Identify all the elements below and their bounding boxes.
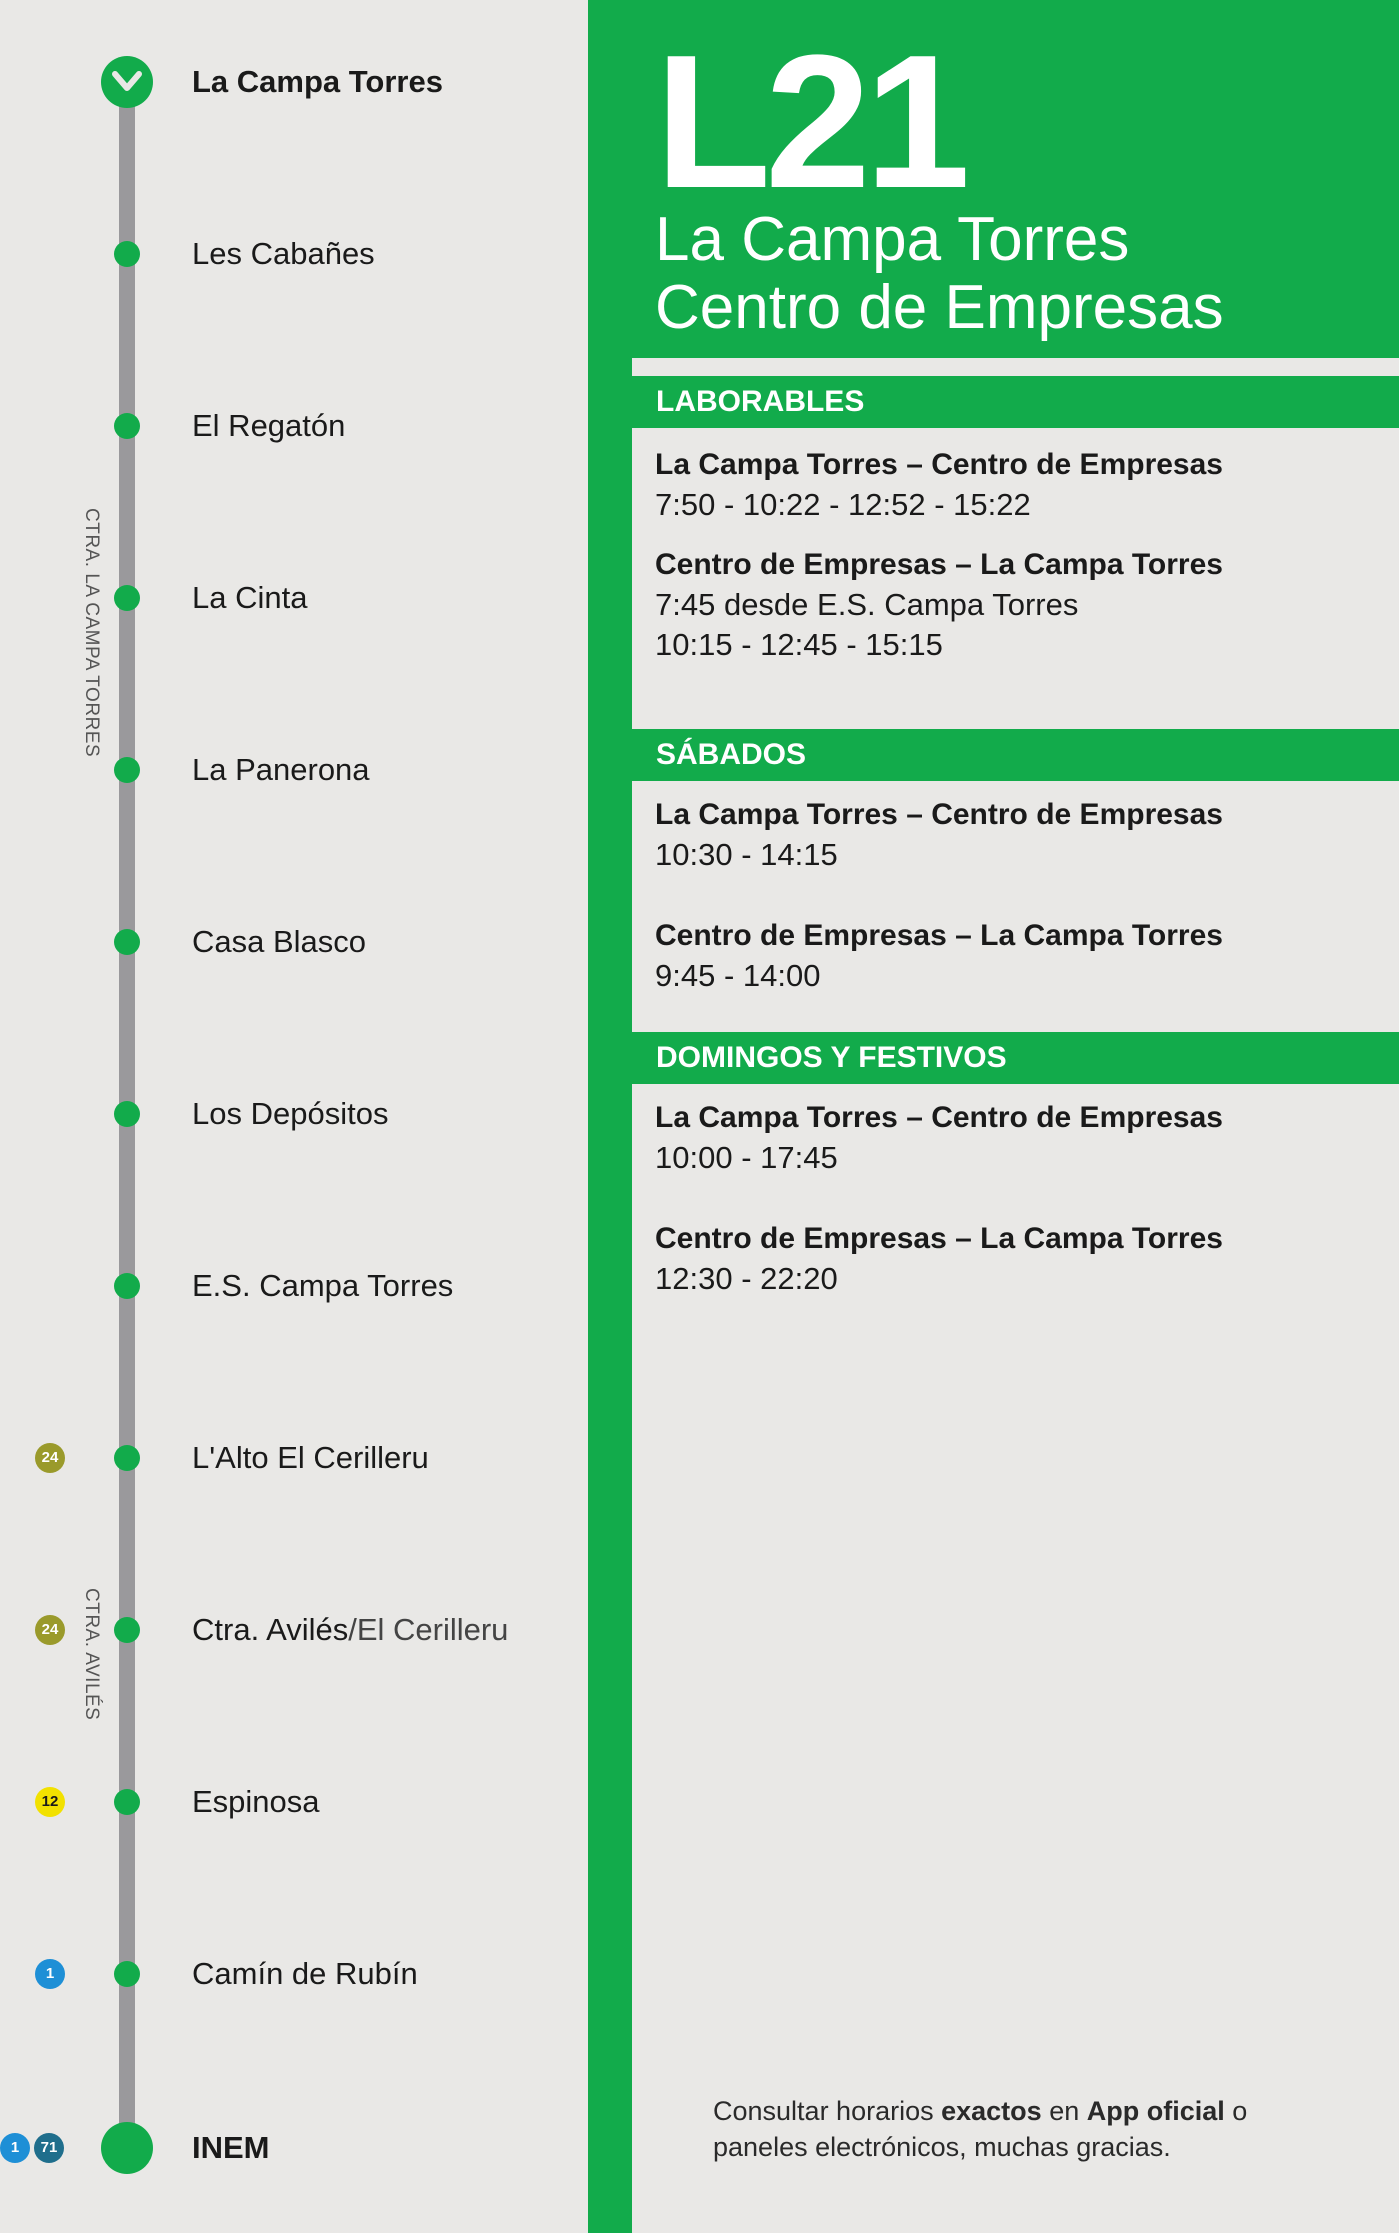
stop-name: Ctra. Avilés/El Cerilleru [192,1612,509,1647]
schedule-times-inbound: 12:30 - 22:20 [655,1261,838,1296]
stop-name: Camín de Rubín [192,1956,418,1991]
schedule-direction-outbound: La Campa Torres – Centro de Empresas [655,448,1223,481]
stop-dot [114,585,140,611]
footer-note: Consultar horarios exactos en App oficial o paneles electrónicos, muchas gracias. [713,2096,1248,2162]
connection-badge-24[interactable]: 24 [35,1615,65,1645]
road-label-campa-torres: CTRA. LA CAMPA TORRES [81,508,102,758]
section-heading: LABORABLES [656,385,865,418]
stop-inem[interactable] [0,2118,588,2178]
connection-badge-24[interactable]: 24 [35,1443,65,1473]
section-domingos-festivos [632,1032,1399,1084]
stop-la-panerona[interactable] [0,740,588,800]
stop-lalto-el-cerilleru[interactable] [0,1428,588,1488]
stop-name: INEM [192,2130,270,2165]
stop-el-regaton[interactable] [0,396,588,456]
stop-ctra-aviles[interactable] [0,1600,588,1660]
stop-dot [114,241,140,267]
stop-casa-blasco[interactable] [0,912,588,972]
stop-dot [114,1101,140,1127]
stop-name: Los Depósitos [192,1096,389,1131]
schedule-direction-inbound: Centro de Empresas – La Campa Torres [655,919,1223,952]
stop-dot [114,1273,140,1299]
stop-dot [114,1961,140,1987]
stop-espinosa[interactable] [0,1772,588,1832]
stop-camin-de-rubin[interactable] [0,1944,588,2004]
schedule-note-inbound: 7:45 desde E.S. Campa Torres [655,587,1079,622]
route-diagram [0,0,588,2233]
route-origin-title: La Campa Torres [655,205,1130,274]
stop-name: E.S. Campa Torres [192,1268,454,1303]
stop-la-campa-torres[interactable] [0,52,588,112]
stop-dot [114,757,140,783]
schedule-direction-outbound: La Campa Torres – Centro de Empresas [655,798,1223,831]
schedule-direction-inbound: Centro de Empresas – La Campa Torres [655,1222,1223,1255]
schedule-direction-outbound: La Campa Torres – Centro de Empresas [655,1101,1223,1134]
stop-dot [114,1789,140,1815]
stop-dot [114,413,140,439]
stop-los-depositos[interactable] [0,1084,588,1144]
schedule-times-outbound: 10:00 - 17:45 [655,1140,838,1175]
stop-name: Casa Blasco [192,924,367,959]
section-heading: SÁBADOS [656,738,807,771]
stop-dot [114,929,140,955]
section-laborables [632,376,1399,428]
stop-les-cabanes[interactable] [0,224,588,284]
connection-badge-12[interactable]: 12 [35,1787,65,1817]
road-label-aviles: CTRA. AVILÉS [81,1588,102,1721]
stop-name: La Panerona [192,752,370,787]
schedule-times-outbound: 7:50 - 10:22 - 12:52 - 15:22 [655,487,1031,522]
stop-name: El Regatón [192,408,346,443]
stop-name: L'Alto El Cerilleru [192,1440,429,1475]
stop-name: La Campa Torres [192,64,443,99]
schedule-direction-inbound: Centro de Empresas – La Campa Torres [655,548,1223,581]
stop-name: La Cinta [192,580,308,615]
panel-accent-strip [588,0,632,2233]
stop-name: Les Cabañes [192,236,375,271]
line-code: L21 [655,16,965,228]
stop-dot [114,1617,140,1643]
route-destination-title: Centro de Empresas [655,273,1224,342]
schedule-times-inbound: 10:15 - 12:45 - 15:15 [655,627,943,662]
stop-dot [114,1445,140,1471]
terminal-end-dot [101,2122,153,2174]
connection-badge-1[interactable]: 1 [0,2133,30,2163]
connection-badge-71[interactable]: 71 [34,2133,64,2163]
stop-es-campa-torres[interactable] [0,1256,588,1316]
connection-badge-1[interactable]: 1 [35,1959,65,1989]
stop-la-cinta[interactable] [0,568,588,628]
stop-name: Espinosa [192,1784,320,1819]
section-sabados [632,729,1399,781]
section-heading: DOMINGOS Y FESTIVOS [656,1041,1007,1074]
schedule-times-outbound: 10:30 - 14:15 [655,837,838,872]
schedule-times-inbound: 9:45 - 14:00 [655,958,821,993]
